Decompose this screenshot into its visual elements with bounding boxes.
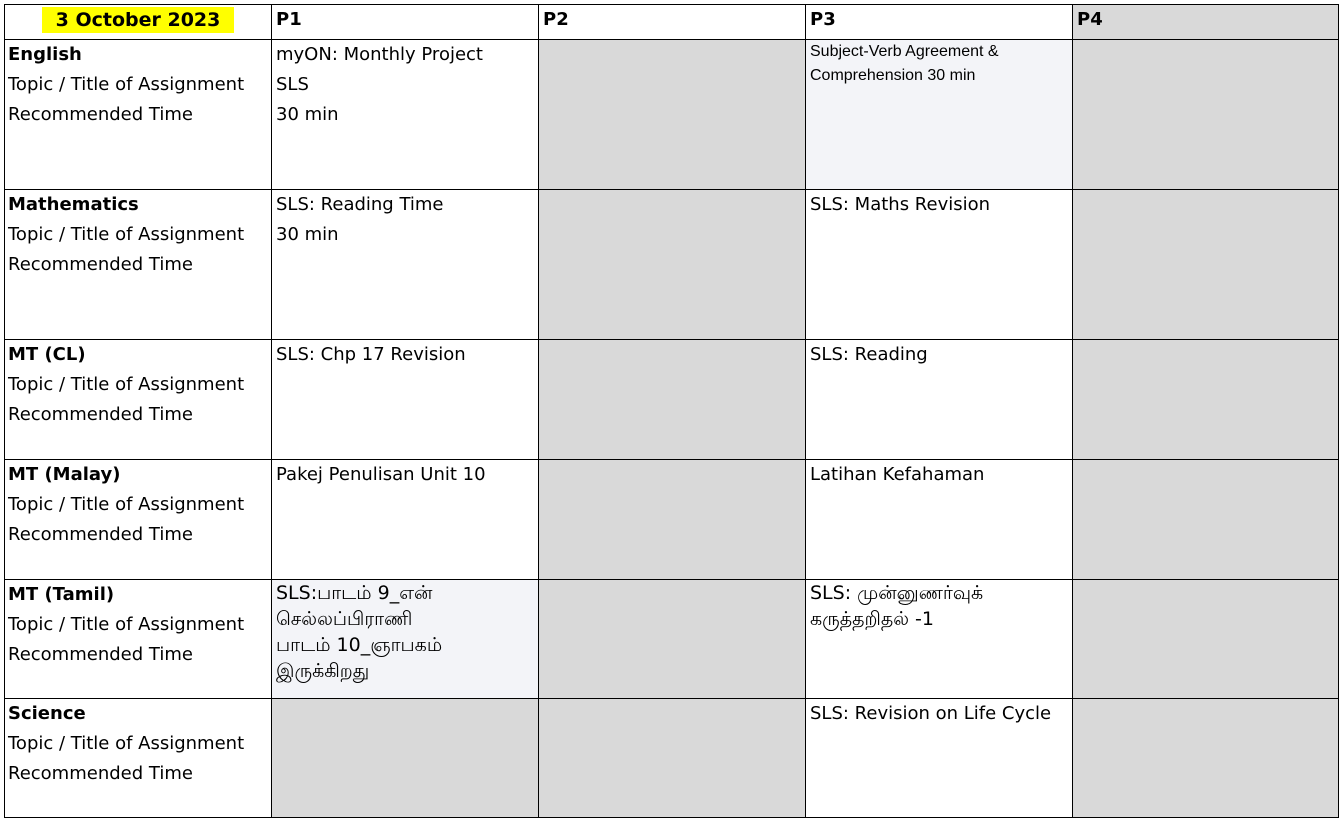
subject-name: MT (Tamil) [8,584,115,605]
subject-name: Mathematics [8,194,139,215]
p2-cell [539,699,806,818]
p3-cell [806,40,1073,190]
assignment-text: SLS: Maths Revision [810,194,991,215]
assignment-text: SLS: Chp 17 Revision [276,344,466,365]
p1-cell [272,580,539,699]
p2-cell [539,580,806,699]
time-label: Recommended Time [8,524,193,545]
assignment-text: SLS: Reading [810,344,928,365]
p1-cell [272,699,539,818]
assignment-text: இருக்கிறது [276,660,370,682]
time-label: Recommended Time [8,104,193,125]
p3-cell [806,580,1073,699]
table-row [5,190,1339,340]
p2-cell [539,40,806,190]
table-row [5,340,1339,460]
topic-label: Topic / Title of Assignment [8,614,245,635]
period-header-p2: P2 [539,5,806,40]
p4-cell [1073,699,1339,818]
subject-name: MT (CL) [8,344,86,365]
topic-label: Topic / Title of Assignment [8,224,245,245]
p1-cell [272,40,539,190]
assignment-text: Subject-Verb Agreement & [810,43,999,60]
subject-cell [5,580,272,699]
subject-cell [5,460,272,580]
p4-cell [1073,460,1339,580]
p3-cell [806,460,1073,580]
topic-label: Topic / Title of Assignment [8,494,245,515]
date-cell [5,5,272,40]
assignment-text: பாடம் 10_ஞாபகம் [276,634,443,656]
assignment-text: SLS: முன்னுணர்வுக் [810,582,984,604]
topic-label: Topic / Title of Assignment [8,74,245,95]
topic-label: Topic / Title of Assignment [8,733,245,754]
assignment-text: SLS: Reading Time [276,194,444,215]
assignment-text: Comprehension 30 min [810,67,976,84]
table-row [5,580,1339,699]
assignment-text: கருத்தறிதல் -1 [810,608,934,630]
assignment-text: Pakej Penulisan Unit 10 [276,464,486,485]
subject-cell [5,699,272,818]
subject-cell [5,40,272,190]
assignment-text: SLS:பாடம் 9_என் [276,582,433,604]
p2-cell [539,460,806,580]
time-label: Recommended Time [8,254,193,275]
subject-cell [5,340,272,460]
assignment-text: செல்லப்பிராணி [276,608,413,630]
assignment-text: SLS [276,74,309,95]
p4-cell [1073,40,1339,190]
p2-cell [539,340,806,460]
assignment-text: SLS: Revision on Life Cycle [810,703,1052,724]
assignment-text: myON: Monthly Project [276,44,483,65]
p1-cell [272,190,539,340]
subject-cell [5,190,272,340]
p3-cell [806,699,1073,818]
subject-name: English [8,44,82,65]
period-header-p4: P4 [1073,5,1339,40]
p1-cell [272,460,539,580]
table-row [5,460,1339,580]
period-header-p1: P1 [272,5,539,40]
assignment-text: 30 min [276,224,339,245]
table-row [5,699,1339,818]
p1-cell [272,340,539,460]
time-label: Recommended Time [8,404,193,425]
p4-cell [1073,190,1339,340]
p3-cell [806,190,1073,340]
assignment-text: Latihan Kefahaman [810,464,985,485]
assignment-text: 30 min [276,104,339,125]
time-label: Recommended Time [8,763,193,784]
period-header-p3: P3 [806,5,1073,40]
p3-cell [806,340,1073,460]
header-row [5,5,1339,40]
date-label: 3 October 2023 [42,7,235,33]
subject-name: MT (Malay) [8,464,121,485]
p4-cell [1073,340,1339,460]
table-row [5,40,1339,190]
topic-label: Topic / Title of Assignment [8,374,245,395]
subject-name: Science [8,703,86,724]
timetable [4,4,1339,818]
time-label: Recommended Time [8,644,193,665]
p4-cell [1073,580,1339,699]
p2-cell [539,190,806,340]
